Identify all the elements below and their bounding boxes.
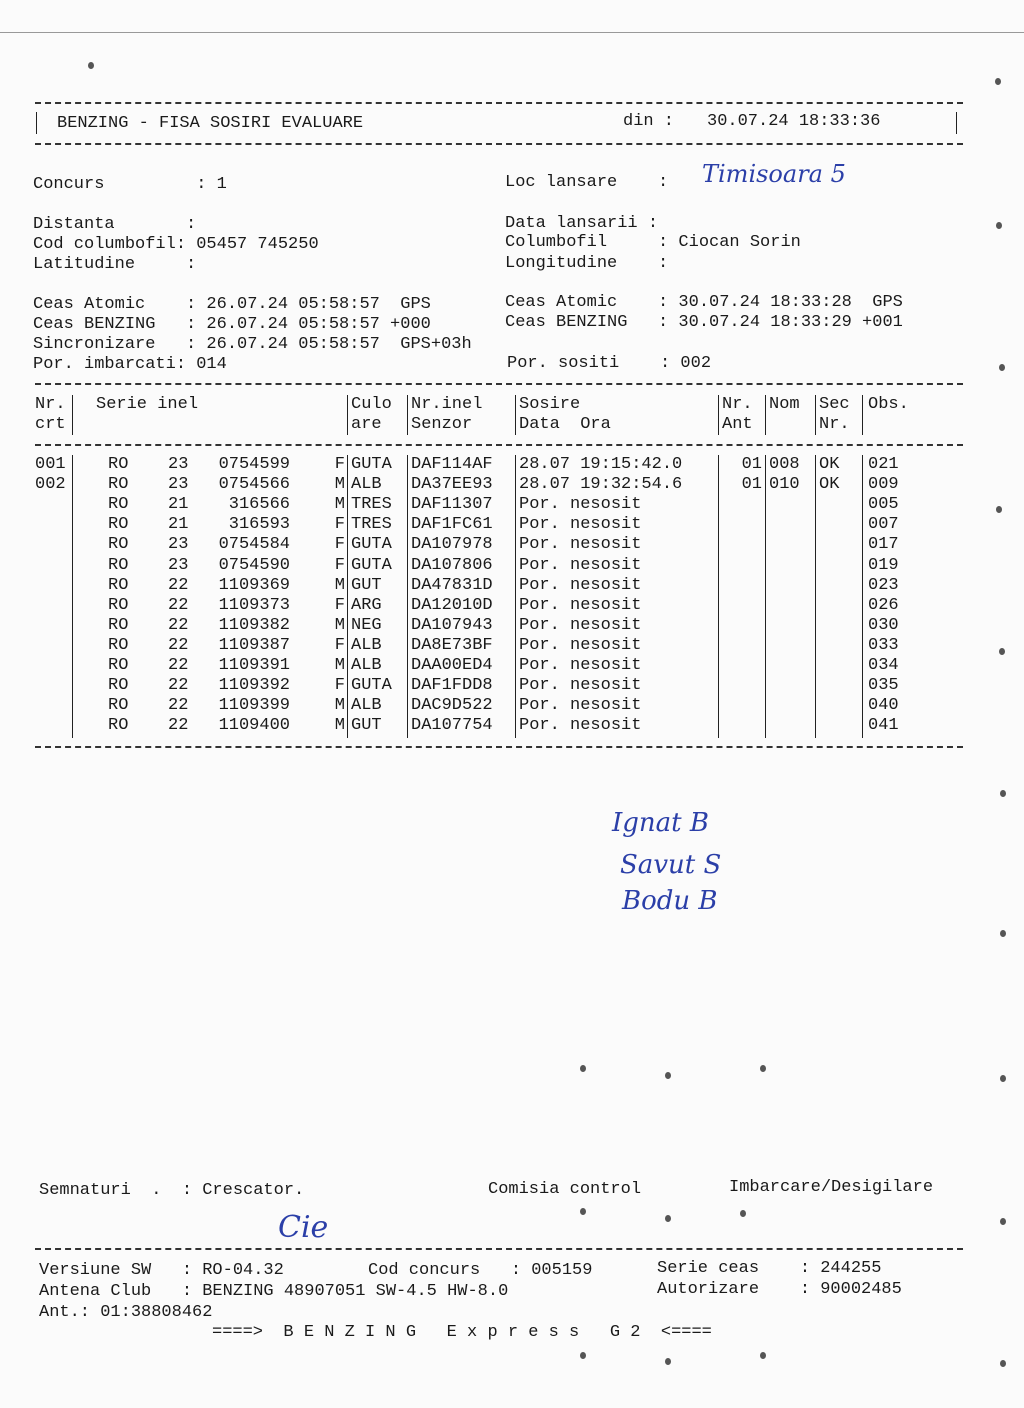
scan-speck <box>665 1215 671 1222</box>
divider <box>35 1248 963 1250</box>
data-lansarii: Data lansarii : <box>505 214 659 233</box>
header-obs: Obs. <box>868 395 909 414</box>
date-label: din : <box>623 112 675 131</box>
cell-senzor: DAF11307 <box>411 495 493 515</box>
sincronizare: Sincronizare : 26.07.24 05:58:57 GPS+03h <box>33 335 472 354</box>
cell-inel: 0754584 <box>218 535 290 555</box>
cod-columbofil: Cod columbofil: 05457 745250 <box>33 235 319 254</box>
scan-speck <box>999 364 1005 371</box>
scan-speck <box>760 1352 766 1359</box>
cell-inel: 1109387 <box>218 635 290 655</box>
cell-sex: F <box>334 555 345 575</box>
cell-obs: 026 <box>868 595 899 615</box>
scan-speck <box>999 648 1005 655</box>
cell-obs: 009 <box>868 475 899 495</box>
cell-sex: M <box>334 656 345 675</box>
cell-an: 22 <box>168 635 189 655</box>
cell-senzor: DA107978 <box>411 535 493 555</box>
ceas-benzing-end: Ceas BENZING : 30.07.24 18:33:29 +001 <box>505 313 903 332</box>
cell-sec: OK <box>819 455 840 474</box>
cell-inel: 1109391 <box>218 656 290 675</box>
column-divider <box>347 395 348 435</box>
concurs: Concurs : 1 <box>33 175 227 194</box>
cell-inel: 1109373 <box>218 595 290 615</box>
cell-sex: F <box>334 676 345 696</box>
column-divider <box>407 455 408 738</box>
scan-speck <box>665 1358 671 1365</box>
cell-inel: 0754590 <box>218 555 290 575</box>
cell-obs: 023 <box>868 575 899 595</box>
cell-an: 22 <box>168 575 189 595</box>
cell-inel: 316566 <box>228 495 290 515</box>
cell-sosire: Por. nesosit <box>519 716 642 736</box>
cell-tara: RO <box>108 455 129 474</box>
cell-sosire: Por. nesosit <box>519 696 642 716</box>
cell-culoare: GUT <box>351 575 382 595</box>
scan-speck <box>1000 1218 1006 1225</box>
cell-sex: M <box>334 696 345 716</box>
cell-sosire: Por. nesosit <box>519 635 642 655</box>
cell-an: 21 <box>168 515 189 535</box>
header-sosire: Sosire <box>519 395 581 414</box>
cell-sex: M <box>334 495 345 515</box>
cell-ant: 01 <box>741 475 762 495</box>
column-divider <box>72 455 73 738</box>
cell-sosire: Por. nesosit <box>519 515 642 535</box>
cell-sex: F <box>334 535 345 555</box>
cell-sosire: Por. nesosit <box>519 656 642 675</box>
cell-an: 23 <box>168 475 189 495</box>
column-divider <box>718 455 719 738</box>
ceas-benzing-start: Ceas BENZING : 26.07.24 05:58:57 +000 <box>33 315 431 334</box>
cell-inel: 0754566 <box>218 475 290 495</box>
cell-sosire: Por. nesosit <box>519 535 642 555</box>
cell-an: 22 <box>168 656 189 675</box>
cell-an: 23 <box>168 455 189 474</box>
cell-culoare: GUTA <box>351 676 392 696</box>
cell-obs: 005 <box>868 495 899 515</box>
header-nr-crt: Nr. <box>35 395 66 414</box>
cell-sex: F <box>334 455 345 474</box>
serie-ceas: Serie ceas : 244255 <box>657 1259 882 1278</box>
antena-id: Ant.: 01:38808462 <box>39 1303 213 1322</box>
cell-sosire: Por. nesosit <box>519 555 642 575</box>
scan-speck <box>88 62 94 69</box>
cell-obs: 019 <box>868 555 899 575</box>
cell-culoare: ALB <box>351 696 382 716</box>
cell-culoare: TRES <box>351 515 392 535</box>
scan-speck <box>740 1210 746 1217</box>
versiune-sw: Versiune SW : RO-04.32 <box>39 1261 284 1280</box>
column-divider <box>862 395 863 435</box>
header-culoare-sub: are <box>351 415 382 434</box>
header-nr-inel-senzor-sub: Senzor <box>411 415 473 434</box>
cell-sosire: 28.07 19:32:54.6 <box>519 475 683 495</box>
cell-obs: 017 <box>868 535 899 555</box>
column-divider <box>72 395 73 435</box>
column-divider <box>718 395 719 435</box>
header-sec-nr-sub: Nr. <box>819 415 850 434</box>
column-divider <box>347 455 348 738</box>
cell-an: 22 <box>168 716 189 736</box>
cell-an: 22 <box>168 615 189 635</box>
scan-speck <box>996 222 1002 229</box>
header-nr-ant: Nr. <box>722 395 753 414</box>
header-culoare: Culo <box>351 395 392 414</box>
column-divider <box>815 455 816 738</box>
brand-footer: ====> B E N Z I N G E x p r e s s G 2 <==== <box>212 1323 712 1342</box>
cell-an: 22 <box>168 595 189 615</box>
header-nr-crt-sub: crt <box>35 415 66 434</box>
cell-inel: 1109399 <box>218 696 290 716</box>
date-value: 30.07.24 18:33:36 <box>707 112 881 131</box>
cell-tara: RO <box>108 696 129 716</box>
cell-tara: RO <box>108 635 129 655</box>
loc-lansare-handwritten: Timisoara 5 <box>702 160 846 188</box>
cell-inel: 316593 <box>228 515 290 535</box>
cell-senzor: DAF1FC61 <box>411 515 493 535</box>
divider <box>36 112 37 134</box>
cell-senzor: DAA00ED4 <box>411 656 493 675</box>
scan-speck <box>995 78 1001 85</box>
cell-obs: 034 <box>868 656 899 675</box>
cell-inel: 1109369 <box>218 575 290 595</box>
cell-culoare: NEG <box>351 615 382 635</box>
cell-sosire: 28.07 19:15:42.0 <box>519 455 683 474</box>
cell-senzor: DA47831D <box>411 575 493 595</box>
cell-senzor: DA8E73BF <box>411 635 493 655</box>
cell-senzor: DA107754 <box>411 716 493 736</box>
divider <box>956 112 957 134</box>
cell-tara: RO <box>108 535 129 555</box>
cell-culoare: GUT <box>351 716 382 736</box>
header-sec-nr: Sec <box>819 395 850 414</box>
cell-nr: 001 <box>35 455 66 474</box>
cell-sex: M <box>334 475 345 495</box>
comisia-control-label: Comisia control <box>488 1180 642 1199</box>
columbofil: Columbofil : Ciocan Sorin <box>505 233 801 252</box>
cell-tara: RO <box>108 676 129 696</box>
header-nr-inel-senzor: Nr.inel <box>411 395 483 414</box>
scan-speck <box>1000 930 1006 937</box>
cell-senzor: DAF1FDD8 <box>411 676 493 696</box>
scan-speck <box>1000 1075 1006 1082</box>
cell-culoare: ARG <box>351 595 382 615</box>
cell-inel: 0754599 <box>218 455 290 474</box>
cell-sex: M <box>334 716 345 736</box>
cell-culoare: GUTA <box>351 535 392 555</box>
cell-inel: 1109400 <box>218 716 290 736</box>
scan-speck <box>760 1065 766 1072</box>
cell-culoare: GUTA <box>351 555 392 575</box>
column-divider <box>407 395 408 435</box>
scan-edge <box>0 32 1024 33</box>
column-divider <box>515 455 516 738</box>
cell-sex: F <box>334 635 345 655</box>
cell-sosire: Por. nesosit <box>519 676 642 696</box>
cell-obs: 033 <box>868 635 899 655</box>
header-sosire-sub: Data Ora <box>519 415 611 434</box>
cell-tara: RO <box>108 716 129 736</box>
cell-sosire: Por. nesosit <box>519 595 642 615</box>
cell-an: 23 <box>168 555 189 575</box>
cell-nr: 002 <box>35 475 66 495</box>
cell-nom: 008 <box>769 455 800 474</box>
cell-obs: 021 <box>868 455 899 474</box>
cell-culoare: ALB <box>351 656 382 675</box>
cell-senzor: DA107943 <box>411 615 493 635</box>
scan-speck <box>1000 1360 1006 1367</box>
scan-speck <box>665 1072 671 1079</box>
cell-tara: RO <box>108 575 129 595</box>
loc-lansare: Loc lansare : <box>505 173 669 192</box>
cell-obs: 035 <box>868 676 899 696</box>
crescator-signature: Cie <box>278 1210 329 1245</box>
cell-sosire: Por. nesosit <box>519 615 642 635</box>
por-sositi: Por. sositi : 002 <box>507 354 712 373</box>
scan-speck <box>996 506 1002 513</box>
cell-obs: 030 <box>868 615 899 635</box>
cell-nom: 010 <box>769 475 800 495</box>
cell-sex: M <box>334 615 345 635</box>
cell-senzor: DAF114AF <box>411 455 493 474</box>
cell-inel: 1109392 <box>218 676 290 696</box>
cell-tara: RO <box>108 656 129 675</box>
header-nr-ant-sub: Ant <box>722 415 753 434</box>
cell-tara: RO <box>108 615 129 635</box>
document-title: BENZING - FISA SOSIRI EVALUARE <box>57 114 364 133</box>
por-imbarcati: Por. imbarcati: 014 <box>33 355 227 374</box>
antena-club: Antena Club : BENZING 48907051 SW-4.5 HW-8.0 <box>39 1282 509 1301</box>
ceas-atomic-start: Ceas Atomic : 26.07.24 05:58:57 GPS <box>33 295 431 314</box>
cell-sosire: Por. nesosit <box>519 575 642 595</box>
divider <box>35 143 963 145</box>
cell-tara: RO <box>108 555 129 575</box>
cell-sex: F <box>334 595 345 615</box>
cell-senzor: DA37EE93 <box>411 475 493 495</box>
cell-tara: RO <box>108 495 129 515</box>
column-divider <box>815 395 816 435</box>
cell-obs: 007 <box>868 515 899 535</box>
cell-senzor: DA12010D <box>411 595 493 615</box>
scan-speck <box>580 1208 586 1215</box>
autorizare: Autorizare : 90002485 <box>657 1280 902 1299</box>
cell-an: 21 <box>168 495 189 515</box>
cell-senzor: DAC9D522 <box>411 696 493 716</box>
distanta: Distanta : <box>33 215 197 234</box>
cell-ant: 01 <box>741 455 762 474</box>
cell-tara: RO <box>108 475 129 495</box>
cell-culoare: ALB <box>351 475 382 495</box>
cod-concurs: Cod concurs : 005159 <box>368 1261 593 1280</box>
handwritten-note: Ignat B <box>612 808 709 838</box>
header-nom: Nom <box>769 395 800 414</box>
cell-an: 22 <box>168 676 189 696</box>
cell-sex: M <box>334 575 345 595</box>
divider <box>35 102 963 104</box>
column-divider <box>765 455 766 738</box>
column-divider <box>765 395 766 435</box>
header-serie-inel: Serie inel <box>96 395 199 414</box>
cell-sosire: Por. nesosit <box>519 495 642 515</box>
latitudine: Latitudine : <box>33 255 197 274</box>
divider <box>35 444 963 446</box>
handwritten-note: Savut S <box>620 850 722 880</box>
scan-speck <box>580 1065 586 1072</box>
cell-obs: 040 <box>868 696 899 716</box>
cell-sec: OK <box>819 475 840 495</box>
semnaturi-label: Semnaturi . : Crescator. <box>39 1181 305 1200</box>
column-divider <box>862 455 863 738</box>
longitudine: Longitudine : <box>505 254 669 273</box>
cell-obs: 041 <box>868 716 899 736</box>
column-divider <box>515 395 516 435</box>
divider <box>35 746 963 748</box>
cell-sex: F <box>334 515 345 535</box>
imbarcare-label: Imbarcare/Desigilare <box>729 1178 934 1197</box>
cell-inel: 1109382 <box>218 615 290 635</box>
cell-an: 22 <box>168 696 189 716</box>
cell-an: 23 <box>168 535 189 555</box>
cell-senzor: DA107806 <box>411 555 493 575</box>
cell-tara: RO <box>108 595 129 615</box>
handwritten-note: Bodu B <box>622 886 718 916</box>
cell-culoare: TRES <box>351 495 392 515</box>
cell-culoare: ALB <box>351 635 382 655</box>
divider <box>35 383 963 385</box>
scan-speck <box>580 1352 586 1359</box>
cell-culoare: GUTA <box>351 455 392 474</box>
scan-speck <box>1000 790 1006 797</box>
ceas-atomic-end: Ceas Atomic : 30.07.24 18:33:28 GPS <box>505 293 903 312</box>
cell-tara: RO <box>108 515 129 535</box>
